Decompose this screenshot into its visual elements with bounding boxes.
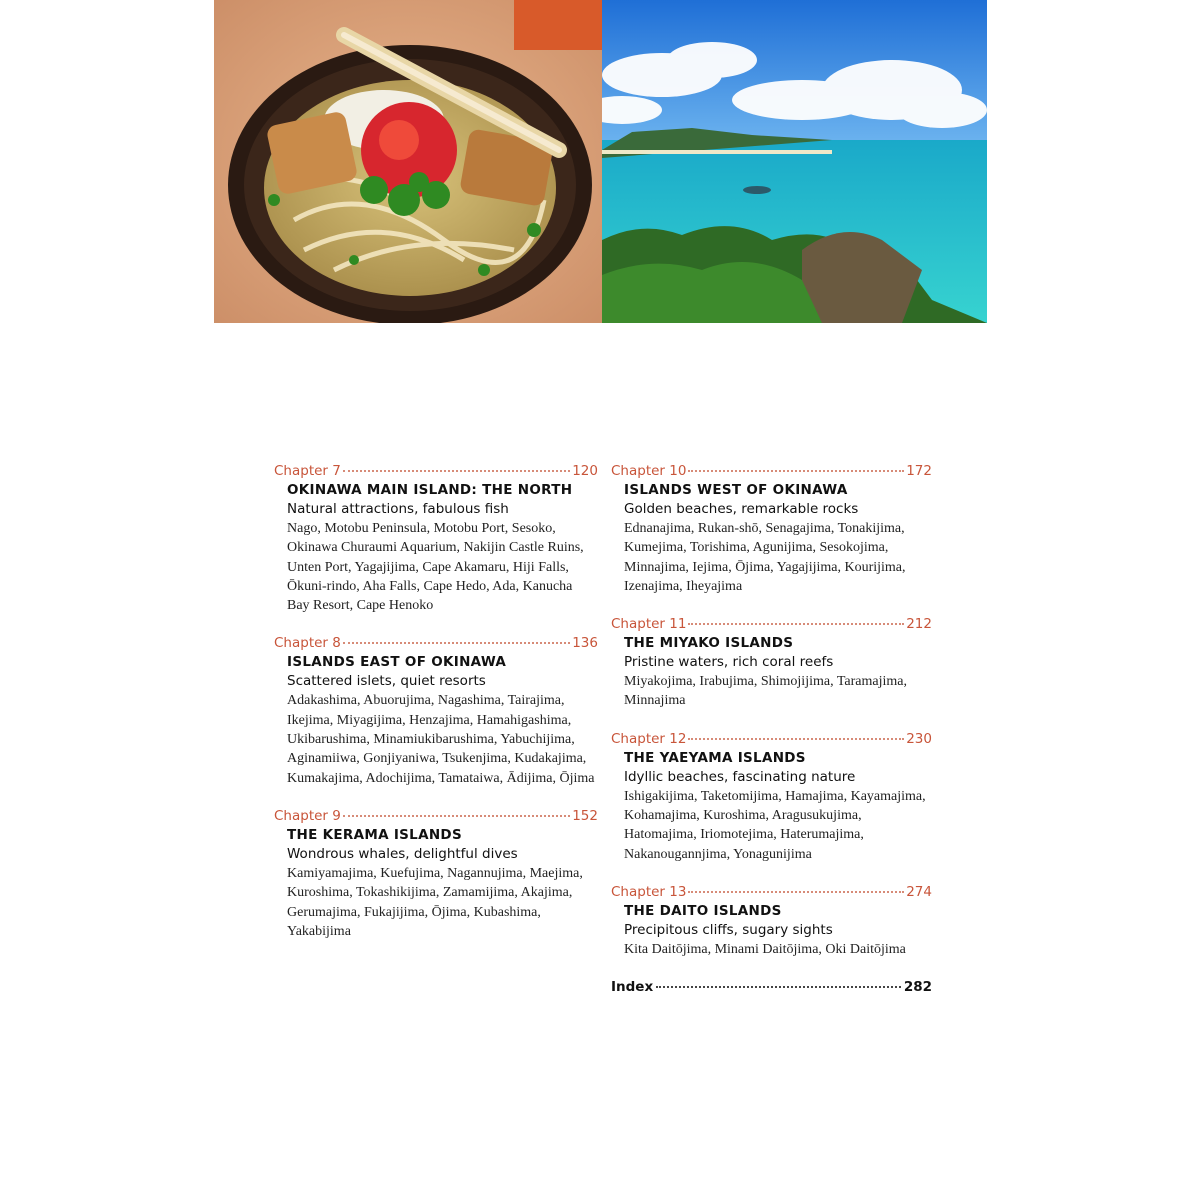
chapter-places: Kita Daitōjima, Minami Daitōjima, Oki Daitōjima bbox=[624, 941, 906, 957]
dot-leader bbox=[343, 642, 570, 644]
chapter-places: Miyakojima, Irabujima, Shimojijima, Taramajima, Minnajima bbox=[624, 674, 907, 709]
chapter-label: Chapter 10 bbox=[611, 463, 687, 479]
toc-entry-index[interactable] bbox=[611, 978, 932, 997]
chapter-label: Chapter 13 bbox=[611, 883, 687, 900]
chapter-line bbox=[274, 807, 598, 826]
chapter-label: Chapter 11 bbox=[611, 616, 687, 633]
chapter-line bbox=[611, 462, 932, 481]
dot-leader bbox=[688, 470, 904, 472]
chapter-line bbox=[611, 883, 932, 902]
index-page-number: 282 bbox=[903, 979, 932, 996]
chapter-tagline: Scattered islets, quiet resorts bbox=[287, 673, 486, 690]
chapter-page-number: 230 bbox=[906, 730, 932, 747]
chapter-page-number: 172 bbox=[906, 463, 932, 479]
toc-entry-chapter-7[interactable] bbox=[274, 462, 598, 615]
chapter-page-number: 136 bbox=[572, 635, 598, 652]
chapter-page-number: 120 bbox=[572, 463, 598, 479]
dot-leader bbox=[343, 815, 570, 817]
dot-leader bbox=[688, 738, 904, 740]
chapter-places: Adakashima, Abuorujima, Nagashima, Tairajima, Ikejima, Miyagijima, Henzajima, Hamahigashima, Ukibarushima, Minamiukibarushima, Yabuchijima, Aginamiiwa, Gonjiyaniwa, Tsukenjima, Kudakajima, Kumakajima, Adochijima, Tamataiwa, Ādijima, Ōjima bbox=[287, 693, 595, 786]
soba-bowl-icon bbox=[214, 0, 602, 323]
okinawa-soba-photo bbox=[214, 0, 602, 323]
chapter-tagline: Pristine waters, rich coral reefs bbox=[624, 654, 834, 671]
toc-entry-chapter-13[interactable] bbox=[611, 883, 932, 959]
toc-entry-chapter-11[interactable] bbox=[611, 615, 932, 711]
chapter-label: Chapter 12 bbox=[611, 730, 687, 747]
toc-entry-chapter-8[interactable] bbox=[274, 634, 598, 787]
chapter-tagline: Wondrous whales, delightful dives bbox=[287, 845, 518, 862]
chapter-title: THE MIYAKO ISLANDS bbox=[624, 635, 794, 652]
toc-left-column bbox=[274, 462, 598, 960]
chapter-title: OKINAWA MAIN ISLAND: THE NORTH bbox=[287, 482, 573, 498]
chapter-title: THE DAITO ISLANDS bbox=[624, 902, 782, 919]
chapter-title: THE KERAMA ISLANDS bbox=[287, 826, 462, 843]
chapter-title: THE YAEYAMA ISLANDS bbox=[624, 749, 806, 766]
chapter-page-number: 212 bbox=[906, 616, 932, 633]
header-photos bbox=[214, 0, 987, 323]
chapter-tagline: Natural attractions, fabulous fish bbox=[287, 501, 509, 517]
chapter-tagline: Precipitous cliffs, sugary sights bbox=[624, 921, 833, 938]
dot-leader bbox=[343, 470, 570, 472]
dot-leader bbox=[688, 623, 904, 625]
chapter-page-number: 152 bbox=[572, 807, 598, 824]
dot-leader bbox=[656, 986, 901, 988]
chapter-title: ISLANDS WEST OF OKINAWA bbox=[624, 482, 848, 498]
chapter-title: ISLANDS EAST OF OKINAWA bbox=[287, 654, 507, 671]
okinawa-coast-photo bbox=[602, 0, 987, 323]
toc-entry-chapter-12[interactable] bbox=[611, 730, 932, 864]
chapter-page-number: 274 bbox=[906, 883, 932, 900]
dot-leader bbox=[688, 891, 904, 893]
chapter-line bbox=[274, 462, 598, 481]
chapter-places: Nago, Motobu Peninsula, Motobu Port, Sesoko, Okinawa Churaumi Aquarium, Nakijin Castle Ruins, Unten Port, Yagajijima, Cape Akamaru, Hiji Falls, Ōkuni-rindo, Aha Falls, Cape Hedo, Ada, Kanucha Bay Resort, Cape Henoko bbox=[287, 521, 584, 614]
index-label: Index bbox=[611, 979, 654, 996]
chapter-tagline: Golden beaches, remarkable rocks bbox=[624, 501, 859, 517]
chapter-places: Kamiyamajima, Kuefujima, Nagannujima, Maejima, Kuroshima, Tokashikijima, Zamamijima, Akajima, Gerumajima, Fukajijima, Ōjima, Kubashima, Yakabijima bbox=[287, 865, 583, 939]
chapter-places: Ednanajima, Rukan-shō, Senagajima, Tonakijima, Kumejima, Torishima, Agunijima, Sesokojima, Minnajima, Iejima, Ōjima, Yagajijima, Kourijima, Izenajima, Iheyajima bbox=[624, 521, 906, 594]
chapter-tagline: Idyllic beaches, fascinating nature bbox=[624, 768, 856, 785]
chapter-label: Chapter 8 bbox=[274, 635, 341, 652]
chapter-line bbox=[611, 730, 932, 749]
toc-right-column bbox=[611, 462, 932, 997]
chapter-label: Chapter 9 bbox=[274, 807, 341, 824]
chapter-line bbox=[611, 615, 932, 634]
chapter-label: Chapter 7 bbox=[274, 463, 341, 479]
toc-entry-chapter-10[interactable] bbox=[611, 462, 932, 596]
chapter-places: Ishigakijima, Taketomijima, Hamajima, Kayamajima, Kohamajima, Kuroshima, Aragusukujima, Hatomajima, Iriomotejima, Haterumajima, Nakanougannjima, Yonagunijima bbox=[624, 788, 926, 862]
chapter-line bbox=[274, 634, 598, 653]
beach-landscape-icon bbox=[602, 0, 987, 323]
toc-entry-chapter-9[interactable] bbox=[274, 807, 598, 941]
